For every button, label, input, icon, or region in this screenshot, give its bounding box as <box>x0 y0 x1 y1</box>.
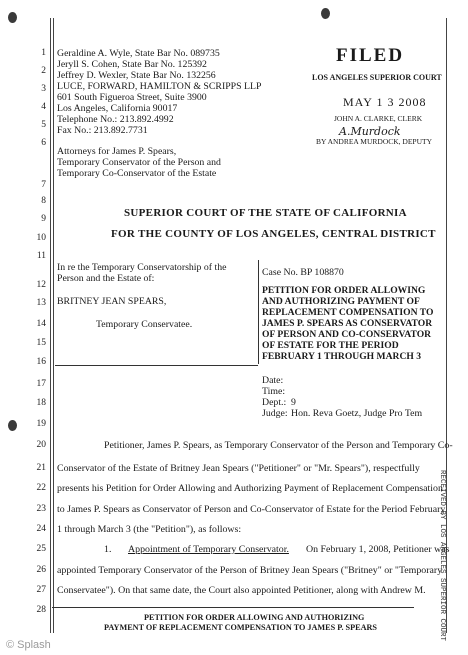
body-paragraph-line: to James P. Spears as Conservator of Person and Co-Conservator of Estate for the Period February <box>57 504 446 515</box>
hearing-date-label: Date: <box>262 375 284 386</box>
binder-hole <box>8 12 17 23</box>
body-paragraph-line: 1 through March 3 (the "Petition"), as follows: <box>57 524 242 535</box>
attorney-line: Geraldine A. Wyle, State Bar No. 089735 <box>57 48 220 59</box>
attorney-line: 601 South Figueroa Street, Suite 3900 <box>57 92 207 103</box>
line-number: 11 <box>36 251 46 261</box>
caption-matter: In re the Temporary Conservatorship of the <box>57 262 227 273</box>
line-number: 6 <box>41 138 46 148</box>
hearing-judge-value: Hon. Reva Goetz, Judge Pro Tem <box>291 408 423 419</box>
body-paragraph-line: Petitioner, James P. Spears, as Temporary Conservator of the Person and Temporary Co- <box>104 440 453 451</box>
line-number: 23 <box>36 504 46 514</box>
line-number: 16 <box>36 357 46 367</box>
attorneys-for-line: Attorneys for James P. Spears, <box>57 146 177 157</box>
court-name: SUPERIOR COURT OF THE STATE OF CALIFORNIA <box>124 207 407 219</box>
margin-rule-left <box>50 18 51 633</box>
line-number: 1 <box>41 48 46 58</box>
item-text: Conservatee"). On that same date, the Court also appointed Petitioner, along with Andrew M. <box>57 585 426 596</box>
petition-title-line: AND AUTHORIZING PAYMENT OF <box>262 296 420 307</box>
attorney-line: Los Angeles, California 90017 <box>57 103 178 114</box>
line-number: 22 <box>36 483 46 493</box>
line-number: 14 <box>36 319 46 329</box>
filed-stamp-title: FILED <box>336 45 405 66</box>
footer-line: PETITION FOR ORDER ALLOWING AND AUTHORIZING <box>144 613 365 622</box>
item-text: On February 1, 2008, Petitioner was <box>306 544 450 555</box>
line-number: 9 <box>41 214 46 224</box>
attorney-line: Fax No.: 213.892.7731 <box>57 125 148 136</box>
petition-title-line: JAMES P. SPEARS AS CONSERVATOR <box>262 318 433 329</box>
caption-underline <box>55 365 258 366</box>
conservatee-role: Temporary Conservatee. <box>96 319 193 330</box>
case-number: Case No. BP 108870 <box>262 267 344 278</box>
body-paragraph-line: presents his Petition for Order Allowing and Authorizing Payment of Replacement Compensation <box>57 483 443 494</box>
filed-stamp-deputy: BY ANDREA MURDOCK, DEPUTY <box>316 137 432 146</box>
line-number: 25 <box>36 544 46 554</box>
attorneys-for-line: Temporary Co-Conservator of the Estate <box>57 168 217 179</box>
line-number: 27 <box>36 585 46 595</box>
line-number: 4 <box>41 102 46 112</box>
body-paragraph-line: Conservator of the Estate of Britney Jean Spears ("Petitioner" or "Mr. Spears"), respectfully <box>57 463 420 474</box>
line-number: 12 <box>36 280 46 290</box>
line-number: 20 <box>36 440 46 450</box>
line-number: 3 <box>41 84 46 94</box>
line-number: 28 <box>36 605 46 615</box>
caption-matter: Person and the Estate of: <box>57 273 155 284</box>
line-number: 19 <box>36 419 46 429</box>
binder-hole <box>321 8 330 19</box>
clerk-signature: A.Murdock <box>339 125 401 138</box>
petition-title-line: REPLACEMENT COMPENSATION TO <box>262 307 434 318</box>
hearing-judge-label: Judge: <box>262 408 288 419</box>
petition-title-line: OF PERSON AND CO-CONSERVATOR <box>262 329 432 340</box>
margin-rule-left-2 <box>53 18 54 633</box>
item-heading: Appointment of Temporary Conservator. <box>128 544 289 555</box>
line-number: 13 <box>36 298 46 308</box>
watermark: © Splash <box>6 639 51 651</box>
hearing-time-label: Time: <box>262 386 286 397</box>
line-number: 7 <box>41 180 46 190</box>
filed-stamp-court: LOS ANGELES SUPERIOR COURT <box>312 73 442 82</box>
filed-stamp-date: MAY 1 3 2008 <box>343 95 427 109</box>
binder-hole <box>8 420 17 431</box>
line-number: 8 <box>41 196 46 206</box>
line-number: 21 <box>36 463 46 473</box>
caption-divider <box>258 260 259 364</box>
footer-rule <box>52 607 414 608</box>
attorneys-for-line: Temporary Conservator of the Person and <box>57 157 221 168</box>
item-text: appointed Temporary Conservator of the Person of Britney Jean Spears ("Britney" or "Temporary <box>57 565 443 576</box>
line-number: 17 <box>36 379 46 389</box>
petition-title-line: PETITION FOR ORDER ALLOWING <box>262 285 426 296</box>
petition-title-line: OF ESTATE FOR THE PERIOD <box>262 340 399 351</box>
line-number: 10 <box>36 233 46 243</box>
law-firm-name: LUCE, FORWARD, HAMILTON & SCRIPPS LLP <box>57 81 262 92</box>
filed-stamp-clerk: JOHN A. CLARKE, CLERK <box>334 114 423 123</box>
line-number: 24 <box>36 524 46 534</box>
court-district: FOR THE COUNTY OF LOS ANGELES, CENTRAL DISTRICT <box>111 228 436 240</box>
attorney-line: Jeffrey D. Wexler, State Bar No. 132256 <box>57 70 216 81</box>
received-stamp: RECEIVED BY LOS ANGELES SUPERIOR COURT <box>438 470 446 642</box>
margin-rule-right <box>446 18 447 633</box>
attorney-line: Telephone No.: 213.892.4992 <box>57 114 174 125</box>
line-number: 5 <box>41 120 46 130</box>
attorney-line: Jeryll S. Cohen, State Bar No. 125392 <box>57 59 207 70</box>
item-number: 1. <box>104 544 112 555</box>
conservatee-name: BRITNEY JEAN SPEARS, <box>57 296 167 307</box>
line-number: 18 <box>36 398 46 408</box>
hearing-dept-label: Dept.: <box>262 397 287 408</box>
line-number: 15 <box>36 338 46 348</box>
line-number: 26 <box>36 565 46 575</box>
footer-line: PAYMENT OF REPLACEMENT COMPENSATION TO JAMES P. SPEARS <box>104 623 377 632</box>
petition-title-line: FEBRUARY 1 THROUGH MARCH 3 <box>262 351 422 362</box>
line-number: 2 <box>41 66 46 76</box>
hearing-dept-value: 9 <box>291 397 296 408</box>
